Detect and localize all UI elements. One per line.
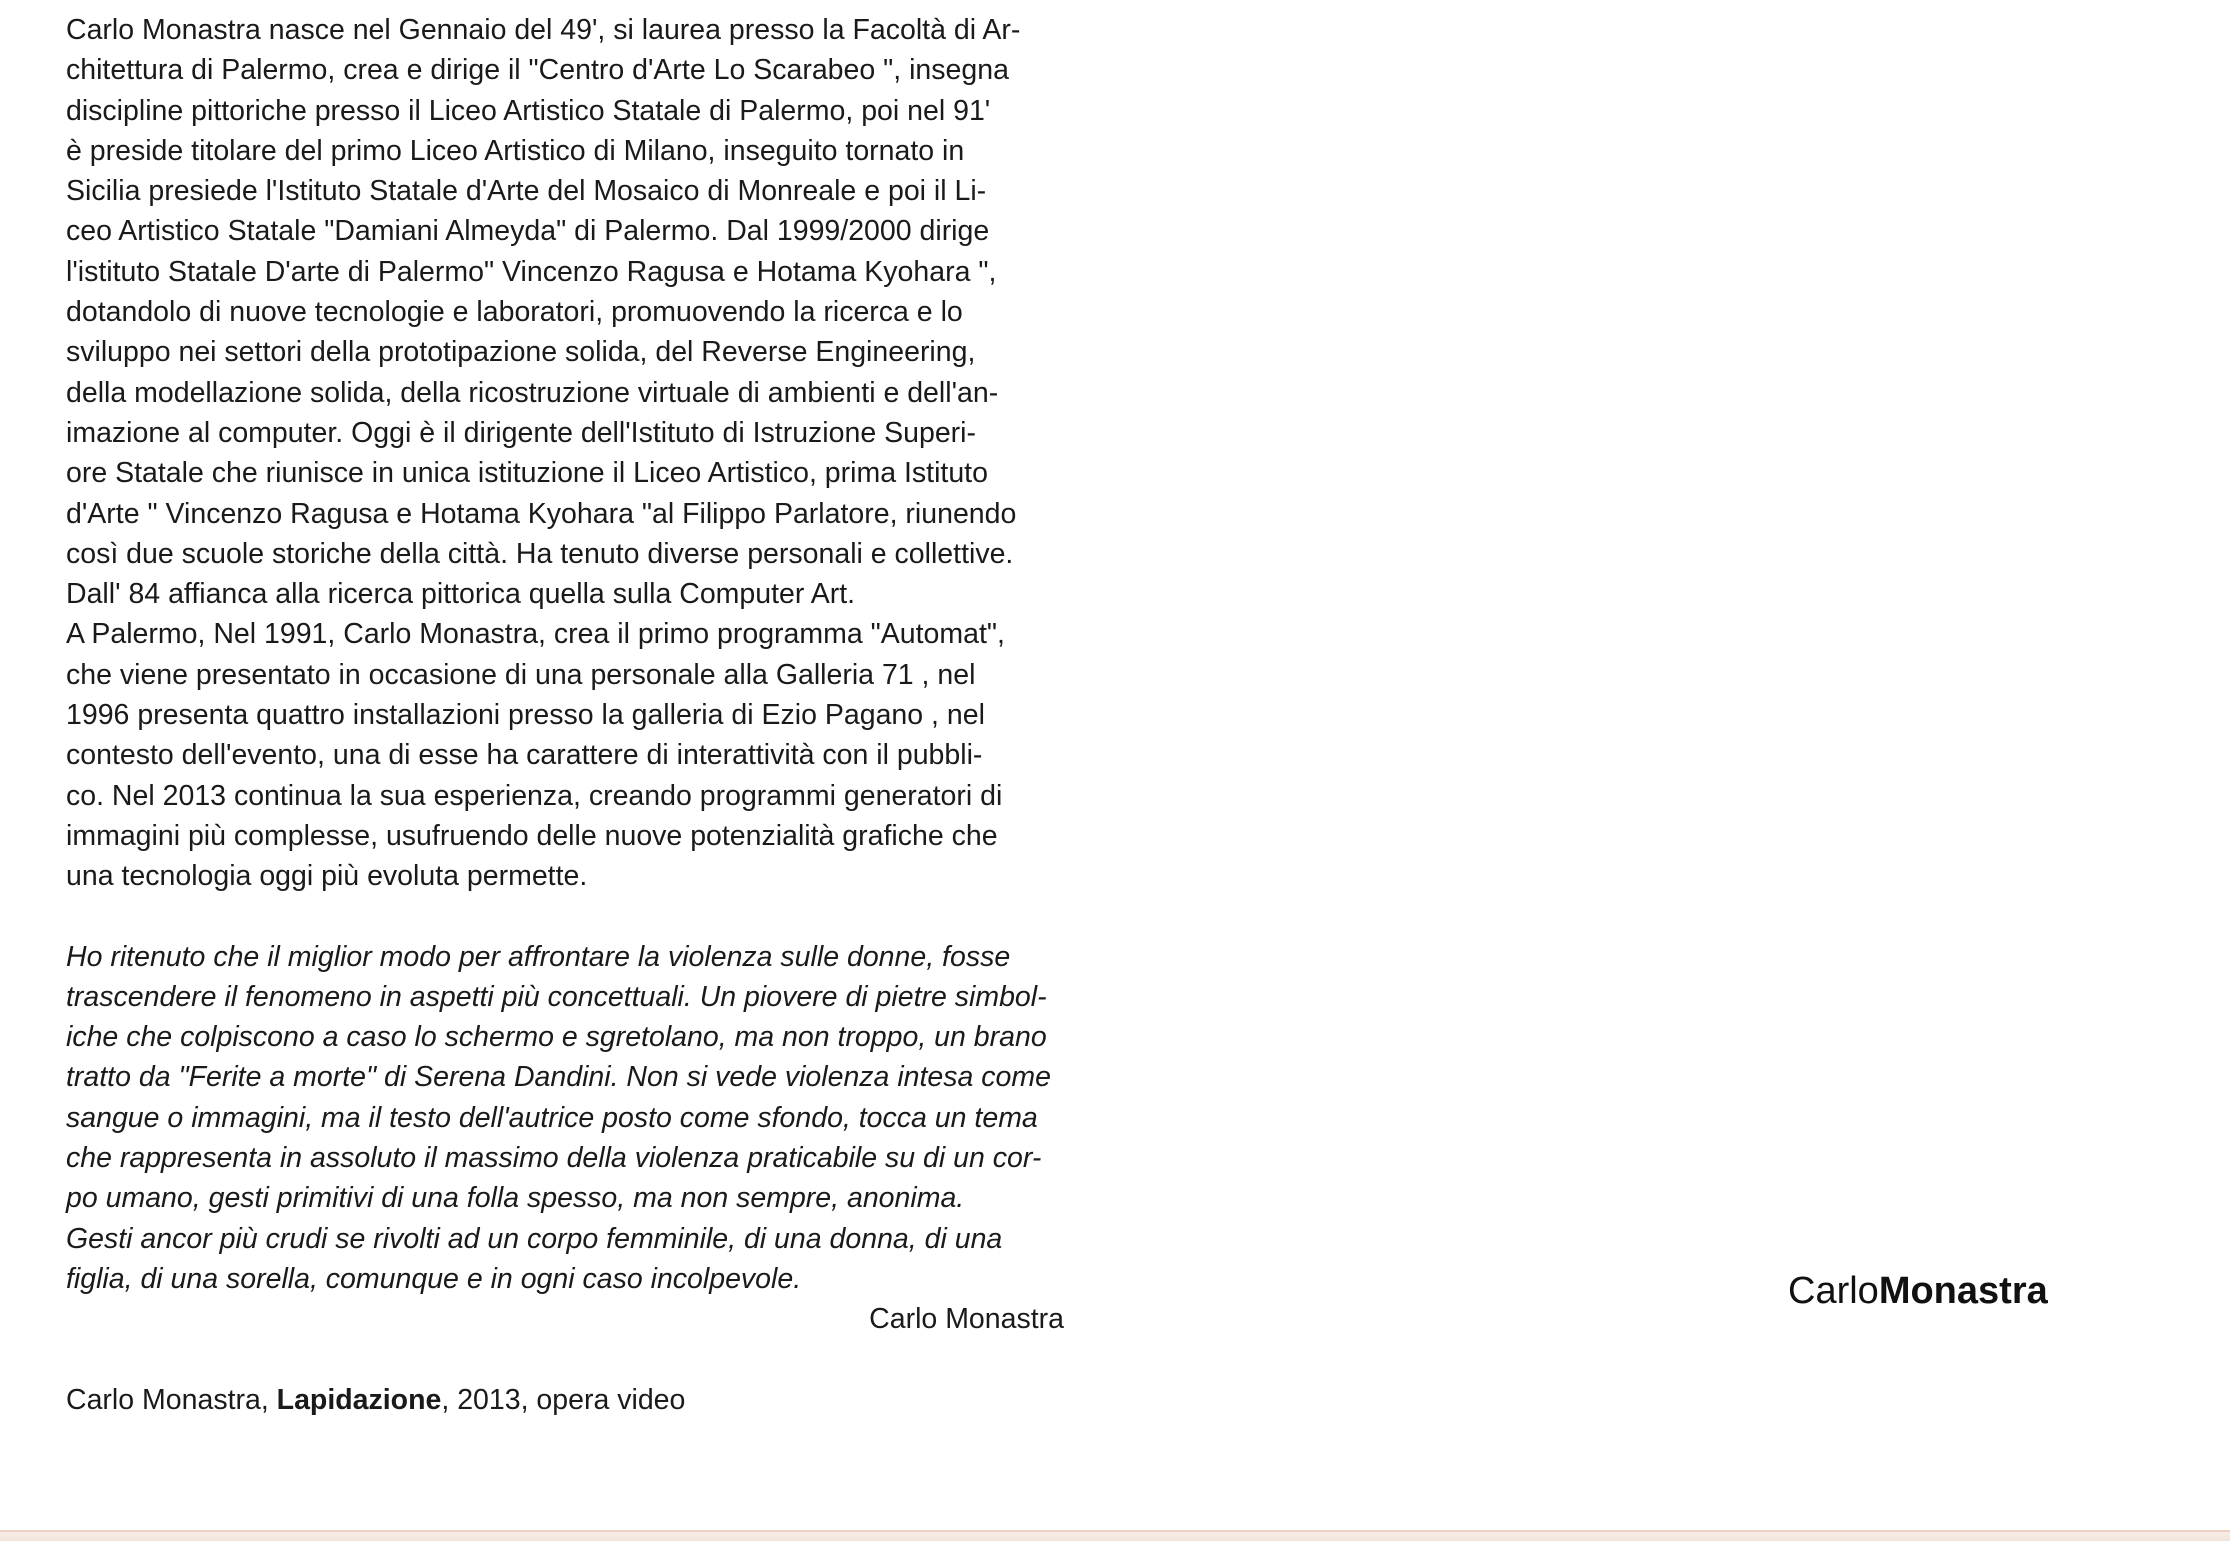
biography-line: A Palermo, Nel 1991, Carlo Monastra, crea il primo programma "Automat",: [66, 618, 1005, 651]
statement-line: figlia, di una sorella, comunque e in ogni caso incolpevole.: [66, 1262, 802, 1295]
artist-last-name: Monastra: [1878, 1270, 2048, 1312]
biography-line: così due scuole storiche della città. Ha tenuto diverse personali e collettive.: [66, 537, 1014, 570]
biography-line: chitettura di Palermo, crea e dirige il "Centro d'Arte Lo Scarabeo ", insegna: [66, 54, 1009, 87]
biography-line: l'istituto Statale D'arte di Palermo" Vincenzo Ragusa e Hotama Kyohara ",: [66, 255, 997, 288]
statement-paragraph: [66, 937, 1064, 1300]
statement-line: po umano, gesti primitivi di una folla spesso, ma non sempre, anonima.: [66, 1182, 965, 1215]
biography-line: ore Statale che riunisce in unica istituzione il Liceo Artistico, prima Istituto: [66, 457, 988, 490]
biography-line: che viene presentato in occasione di una personale alla Galleria 71 , nel: [66, 658, 976, 691]
biography-line: è preside titolare del primo Liceo Artistico di Milano, inseguito tornato in: [66, 134, 965, 167]
biography-line: 1996 presenta quattro installazioni presso la galleria di Ezio Pagano , nel: [66, 699, 985, 732]
biography-line: Carlo Monastra nasce nel Gennaio del 49', si laurea presso la Facoltà di Ar-: [66, 14, 1021, 46]
statement-signature: Carlo Monastra: [869, 1303, 1064, 1336]
biography-line: Sicilia presiede l'Istituto Statale d'Arte del Mosaico di Monreale e poi il Li-: [66, 175, 987, 208]
statement-line: Ho ritenuto che il miglior modo per affrontare la violenza sulle donne, fosse: [66, 940, 1011, 973]
artist-statement: [66, 937, 1064, 1340]
biography-line: imazione al computer. Oggi è il dirigente dell'Istituto di Istruzione Superi-: [66, 416, 976, 449]
caption-details: , 2013, opera video: [441, 1383, 686, 1416]
artist-first-name: Carlo: [1788, 1270, 1879, 1312]
biography-line: Dall' 84 affianca alla ricerca pittorica quella sulla Computer Art.: [66, 578, 856, 611]
biography-paragraph: [66, 10, 1064, 897]
page-bottom-edge: [0, 1530, 2230, 1541]
biography-line: una tecnologia oggi più evoluta permette.: [66, 860, 588, 893]
caption-artist: Carlo Monastra,: [66, 1383, 277, 1416]
biography-line: sviluppo nei settori della prototipazione solida, del Reverse Engineering,: [66, 336, 976, 369]
biography-line: discipline pittoriche presso il Liceo Artistico Statale di Palermo, poi nel 91': [66, 94, 991, 127]
biography-line: contesto dell'evento, una di esse ha carattere di interattività con il pubbli-: [66, 739, 983, 772]
text-column: [66, 10, 1064, 1420]
biography-line: dotandolo di nuove tecnologie e laboratori, promuovendo la ricerca e lo: [66, 296, 963, 329]
statement-line: tratto da "Ferite a morte" di Serena Dandini. Non si vede violenza intesa come: [66, 1061, 1051, 1094]
statement-line: iche che colpiscono a caso lo schermo e sgretolano, ma non troppo, un brano: [66, 1021, 1047, 1054]
caption-title: Lapidazione: [276, 1383, 442, 1416]
biography-line: della modellazione solida, della ricostruzione virtuale di ambienti e dell'an-: [66, 376, 999, 409]
biography-line: ceo Artistico Statale "Damiani Almeyda" di Palermo. Dal 1999/2000 dirige: [66, 215, 990, 248]
biography: [66, 10, 1064, 897]
biography-line: d'Arte " Vincenzo Ragusa e Hotama Kyohara "al Filippo Parlatore, riunendo: [66, 497, 1017, 530]
biography-line: immagini più complesse, usufruendo delle nuove potenzialità grafiche che: [66, 819, 998, 852]
statement-line: Gesti ancor più crudi se rivolti ad un corpo femminile, di una donna, di una: [66, 1222, 1003, 1255]
artist-name-mark: [1788, 1270, 2048, 1313]
statement-line: che rappresenta in assoluto il massimo della violenza praticabile su di un cor-: [66, 1142, 1042, 1175]
statement-line: trascendere il fenomeno in aspetti più concettuali. Un piovere di pietre simbol-: [66, 980, 1047, 1013]
statement-line: sangue o immagini, ma il testo dell'autrice posto come sfondo, tocca un tema: [66, 1101, 1038, 1134]
biography-line: co. Nel 2013 continua la sua esperienza, creando programmi generatori di: [66, 779, 1003, 812]
artwork-caption: [66, 1380, 1064, 1420]
